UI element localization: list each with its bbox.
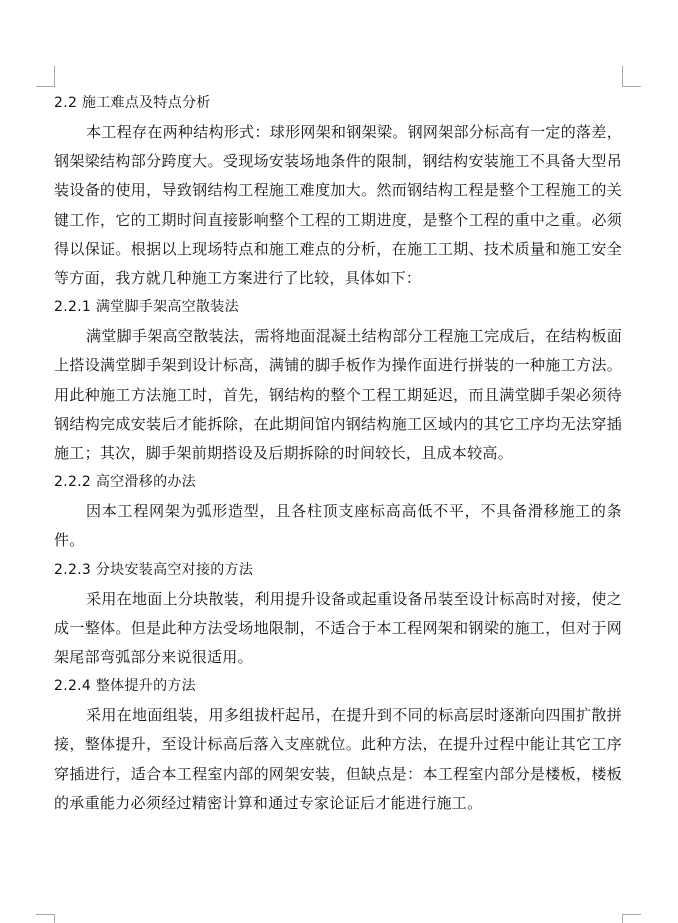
corner-crop-mark-top-right — [622, 66, 641, 87]
corner-crop-mark-bottom-left — [36, 914, 55, 923]
section-paragraph-2-2-1: 满堂脚手架高空散装法，需将地面混凝土结构部分工程施工完成后，在结构板面上搭设满堂脚手架到设计标高，满铺的脚手板作为操作面进行拼装的一种施工方法。用此种施工方法施工时，首先，钢结构的整个工程工期延迟，而且满堂脚手架必须待钢结构完成安装后才能拆除，在此期间馆内钢结构施工区域内的其它工序均无法穿插施工；其次，脚手架前期搭设及后期拆除的时间较长，且成本较高。 — [54, 327, 622, 463]
section-heading-2-2: 2.2 施工难点及特点分析 — [54, 95, 211, 111]
section-heading-2-2-4: 2.2.4 整体提升的方法 — [54, 678, 196, 695]
section-paragraph-2-2: 本工程存在两种结构形式：球形网架和钢架梁。钢网架部分标高有一定的落差，钢架梁结构部分跨度大。受现场安装场地条件的限制，钢结构安装施工不具备大型吊装设备的使用，导致钢结构工程施工难度加大。然而钢结构工程是整个工程施工的关键工作，它的工期时间直接影响整个工程的工期进度，是整个工程的重中之重。必须得以保证。根据以上现场特点和施工难点的分析，在施工工期、技术质量和施工安全等方面，我方就几种施工方案进行了比较，具体如下： — [54, 123, 622, 288]
document-body — [54, 89, 622, 818]
section-paragraph-2-2-2: 因本工程网架为弧形造型，且各柱顶支座标高高低不平，不具备滑移施工的条件。 — [54, 502, 622, 550]
section-paragraph-2-2-4: 采用在地面组装，用多组拔杆起吊，在提升到不同的标高层时逐渐向四围扩散拼接，整体提升，至设计标高后落入支座就位。此种方法，在提升过程中能让其它工序穿插进行，适合本工程室内部的网架安装，但缺点是：本工程室内部分是楼板，楼板的承重能力必须经过精密计算和通过专家论证后才能进行施工。 — [54, 706, 622, 812]
section-heading-2-2-3: 2.2.3 分块安装高空对接的方法 — [54, 561, 254, 578]
section-paragraph-2-2-3: 采用在地面上分块散装，利用提升设备或起重设备吊装至设计标高时对接，使之成一整体。但是此种方法受场地限制，不适合于本工程网架和钢梁的施工，但对于网架尾部弯弧部分来说很适用。 — [54, 589, 622, 667]
section-heading-2-2-1: 2.2.1 满堂脚手架高空散装法 — [54, 299, 239, 316]
corner-crop-mark-top-left — [36, 66, 55, 87]
corner-crop-mark-bottom-right — [622, 914, 641, 923]
section-heading-2-2-2: 2.2.2 高空滑移的办法 — [54, 474, 196, 491]
